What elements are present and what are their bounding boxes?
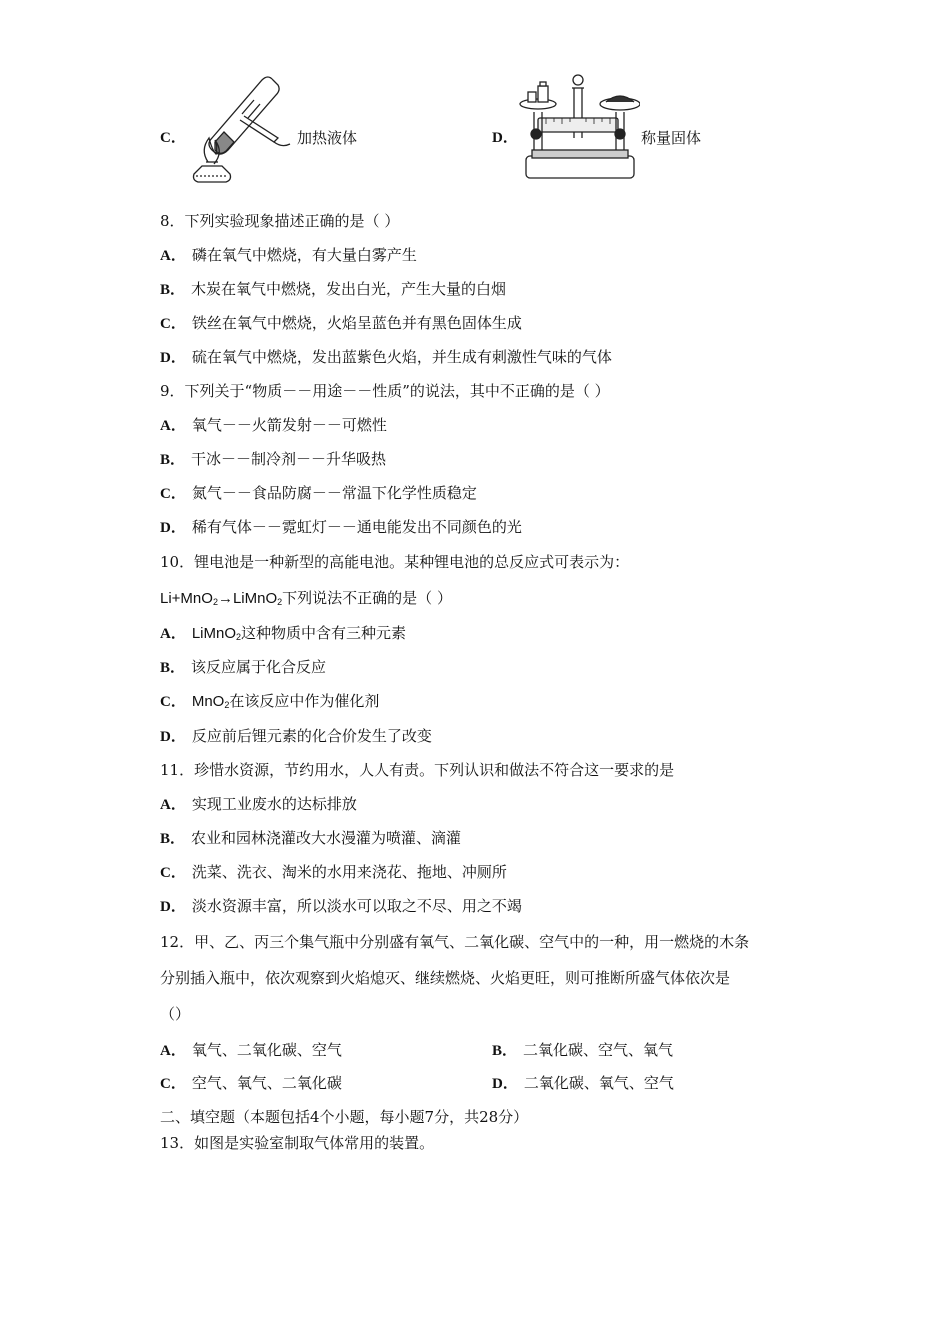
question-10-option-a: A． LiMnO$_2$这种物质中含有三种元素	[160, 624, 407, 642]
question-12-option-d: D． 二氧化碳、氧气、空气	[492, 1074, 674, 1092]
figure-d-caption: 称量固体	[641, 129, 702, 147]
question-8-option-b: B． 木炭在氧气中燃烧，发出白光，产生大量的白烟	[160, 280, 507, 298]
question-9-option-a: A． 氧气－－火箭发射－－可燃性	[160, 416, 387, 434]
question-8-option-d: D． 硫在氧气中燃烧，发出蓝紫色火焰，并生成有刺激性气味的气体	[160, 348, 612, 366]
question-10-equation: Li+MnO$_2$→LiMnO$_2$下列说法不正确的是（ ）	[160, 589, 452, 607]
question-11-option-b: B． 农业和园林浇灌改大水漫灌为喷灌、滴灌	[160, 829, 462, 847]
question-8-stem: 8．下列实验现象描述正确的是（ ）	[160, 212, 400, 230]
question-11-option-a: A． 实现工业废水的达标排放	[160, 795, 357, 813]
figure-c-caption: 加热液体	[297, 129, 358, 147]
question-12-option-a: A． 氧气、二氧化碳、空气	[160, 1041, 342, 1059]
question-10-stem: 10．锂电池是一种新型的高能电池。某种锂电池的总反应式可表示为：	[160, 553, 630, 571]
question-10-option-b: B． 该反应属于化合反应	[160, 658, 327, 676]
figure-d-label: D．	[492, 130, 518, 146]
question-8-option-c: C． 铁丝在氧气中燃烧，火焰呈蓝色并有黑色固体生成	[160, 314, 522, 332]
question-11-stem: 11．珍惜水资源，节约用水，人人有责。下列认识和做法不符合这一要求的是	[160, 761, 675, 779]
question-9-option-c: C． 氮气－－食品防腐－－常温下化学性质稳定	[160, 484, 477, 502]
heating-liquid-illustration	[182, 72, 297, 184]
balance-illustration	[516, 72, 640, 184]
question-10-option-d: D． 反应前后锂元素的化合价发生了改变	[160, 727, 432, 745]
question-13-stem: 13．如图是实验室制取气体常用的装置。	[160, 1134, 435, 1152]
section-2-title: 二、填空题（本题包括4个小题，每小题7分，共28分）	[160, 1108, 529, 1126]
question-10-option-c: C． MnO$_2$在该反应中作为催化剂	[160, 692, 380, 710]
question-12-stem-line-2: 分别插入瓶中，依次观察到火焰熄灭、继续燃烧、火焰更旺，则可推断所盛气体依次是	[160, 969, 731, 987]
question-12-option-b: B． 二氧化碳、空气、氧气	[492, 1041, 674, 1059]
question-11-option-d: D． 淡水资源丰富，所以淡水可以取之不尽、用之不竭	[160, 897, 522, 915]
question-12-option-c: C． 空气、氧气、二氧化碳	[160, 1074, 342, 1092]
question-9-option-b: B． 干冰－－制冷剂－－升华吸热	[160, 450, 387, 468]
question-9-stem: 9．下列关于“物质－－用途－－性质”的说法，其中不正确的是（ ）	[160, 382, 610, 400]
question-11-option-c: C． 洗菜、洗衣、淘米的水用来浇花、拖地、冲厕所	[160, 863, 507, 881]
question-12-stem-line-1: 12．甲、乙、丙三个集气瓶中分别盛有氧气、二氧化碳、空气中的一种，用一燃烧的木条	[160, 933, 750, 951]
figure-c-label: C．	[160, 130, 186, 146]
question-9-option-d: D． 稀有气体－－霓虹灯－－通电能发出不同颜色的光	[160, 518, 522, 536]
question-8-option-a: A． 磷在氧气中燃烧，有大量白雾产生	[160, 246, 417, 264]
question-12-stem-line-3: （）	[160, 1005, 191, 1023]
